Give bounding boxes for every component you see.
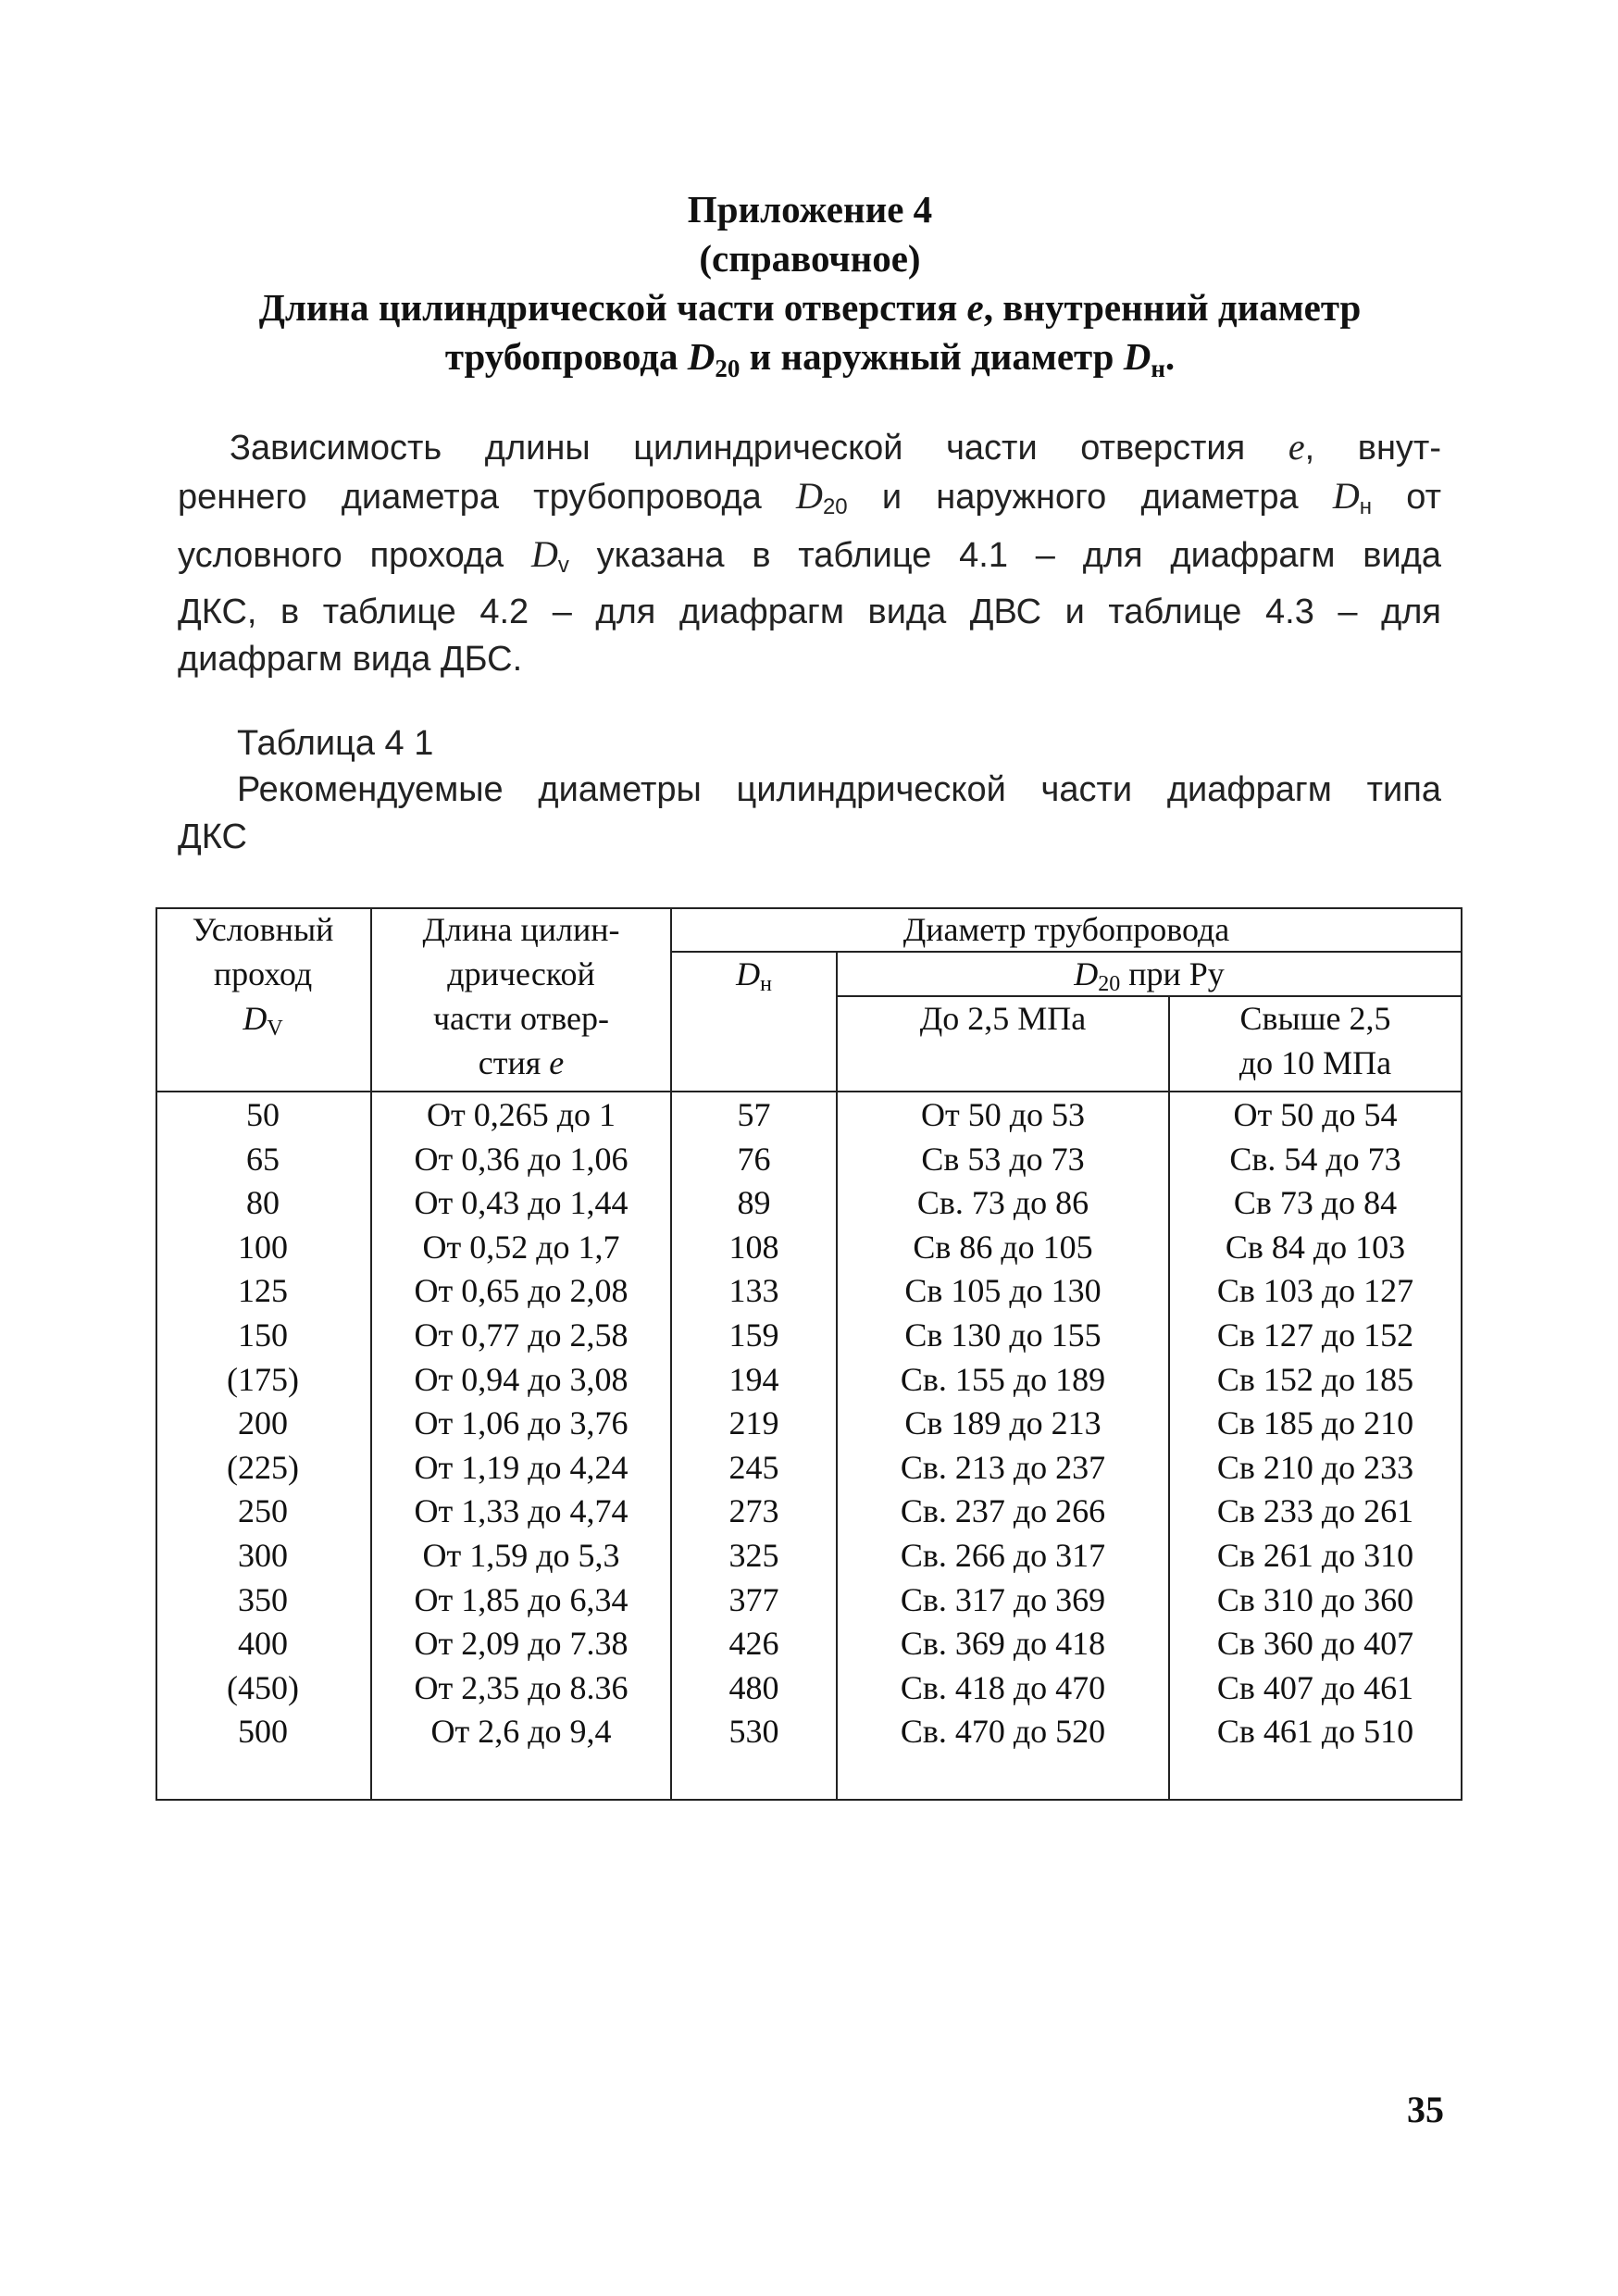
inner-diameter-high-cell: Св 360 до 407 [1216, 1625, 1414, 1662]
nominal-bore-cell: 350 [238, 1581, 288, 1618]
intro-line-4: ДКС, в таблице 4.2 – для диафрагм вида ДВС и таблице 4.3 – для [178, 593, 1441, 631]
page-number: 35 [1407, 2089, 1444, 2130]
inner-diameter-low-cell: Св 86 до 105 [913, 1229, 1093, 1266]
inner-diameter-low-cell: Св. 418 до 470 [900, 1669, 1106, 1706]
outer-diameter-cell: 133 [728, 1272, 779, 1309]
intro-line-1: Зависимость длины цилиндрической части отверстия e, внут- [230, 426, 1441, 468]
header-over-2-5-line-1: Свыше 2,5 [1239, 1000, 1391, 1037]
hole-length-cell: От 0,36 до 1,06 [414, 1141, 629, 1178]
inner-diameter-high-cell: Св 73 до 84 [1233, 1184, 1398, 1221]
hole-length-cell: От 1,33 до 4,74 [414, 1492, 629, 1529]
table-caption-line-1: Рекомендуемые диаметры цилиндрической части диафрагм типа [237, 770, 1441, 809]
nominal-bore-cell: 100 [238, 1229, 288, 1266]
nominal-bore-cell: 200 [238, 1404, 288, 1441]
appendix-title-line-1: Длина цилиндрической части отверстия e, внутренний диаметр [258, 286, 1362, 329]
inner-diameter-low-cell: Св 105 до 130 [904, 1272, 1101, 1309]
nominal-bore-cell: 125 [238, 1272, 288, 1309]
hole-length-cell: От 2,35 до 8.36 [414, 1669, 629, 1706]
inner-diameter-high-cell: Св 185 до 210 [1216, 1404, 1414, 1441]
outer-diameter-cell: 159 [728, 1316, 779, 1354]
nominal-bore-cell: 300 [238, 1537, 288, 1574]
appendix-heading: Приложение 4 [687, 188, 933, 231]
appendix-title-line-2: трубопровода $D_{20}$ и наружный диаметр $D_н$. [444, 335, 1176, 382]
outer-diameter-cell: 273 [728, 1492, 779, 1529]
inner-diameter-low-cell: Св 189 до 213 [904, 1404, 1101, 1441]
header-nominal-bore-line-1: Условный [192, 911, 334, 948]
outer-diameter-cell: 325 [728, 1537, 779, 1574]
nominal-bore-cell: 250 [238, 1492, 288, 1529]
inner-diameter-high-cell: Св 127 до 152 [1216, 1316, 1414, 1354]
nominal-bore-cell: (450) [227, 1669, 299, 1706]
header-length-line-2: дрической [447, 955, 595, 992]
inner-diameter-high-cell: От 50 до 54 [1233, 1096, 1398, 1133]
hole-length-cell: От 0,265 до 1 [426, 1096, 616, 1133]
outer-diameter-cell: 245 [728, 1449, 779, 1486]
nominal-bore-cell: (225) [227, 1449, 299, 1486]
hole-length-cell: От 2,09 до 7.38 [414, 1625, 629, 1662]
outer-diameter-cell: 377 [728, 1581, 779, 1618]
nominal-bore-cell: (175) [227, 1361, 299, 1398]
inner-diameter-high-cell: Св. 54 до 73 [1229, 1141, 1401, 1178]
inner-diameter-low-cell: Св 53 до 73 [921, 1141, 1085, 1178]
outer-diameter-cell: 76 [737, 1141, 771, 1178]
inner-diameter-low-cell: Св. 73 до 86 [916, 1184, 1089, 1221]
inner-diameter-high-cell: Св 103 до 127 [1216, 1272, 1414, 1309]
inner-diameter-high-cell: Св 310 до 360 [1216, 1581, 1414, 1618]
inner-diameter-low-cell: Св. 369 до 418 [900, 1625, 1106, 1662]
nominal-bore-cell: 150 [238, 1316, 288, 1354]
inner-diameter-low-cell: Св. 213 до 237 [900, 1449, 1106, 1486]
table-bottom-border [156, 1799, 1462, 1801]
diameter-table [156, 907, 1462, 1801]
inner-diameter-low-cell: Св. 155 до 189 [900, 1361, 1106, 1398]
outer-diameter-cell: 480 [728, 1669, 779, 1706]
table-number: Таблица 4 1 [237, 724, 434, 763]
inner-diameter-low-cell: Св. 237 до 266 [900, 1492, 1106, 1529]
header-length-line-1: Длина цилин- [422, 911, 620, 948]
outer-diameter-cell: 108 [728, 1229, 779, 1266]
nominal-bore-cell: 400 [238, 1625, 288, 1662]
header-outer-diameter: $D_н$ [736, 955, 772, 996]
hole-length-cell: От 0,94 до 3,08 [414, 1361, 629, 1398]
intro-line-2: реннего диаметра трубопровода $D_{20}$ и наружного диаметра $D_н$ от [178, 475, 1441, 519]
header-nominal-bore-line-2: проход [213, 955, 313, 992]
header-inner-diameter-group: $D_{20}$ при Ру [1074, 955, 1225, 996]
hole-length-cell: От 0,52 до 1,7 [422, 1229, 620, 1266]
appendix-reference-label: (справочное) [699, 237, 921, 280]
outer-diameter-cell: 57 [737, 1096, 771, 1133]
hole-length-cell: От 0,43 до 1,44 [414, 1184, 629, 1221]
hole-length-cell: От 1,19 до 4,24 [414, 1449, 629, 1486]
inner-diameter-low-cell: Св 130 до 155 [904, 1316, 1101, 1354]
table-right-border [1461, 907, 1462, 1801]
hole-length-cell: От 1,06 до 3,76 [414, 1404, 629, 1441]
inner-diameter-high-cell: Св 210 до 233 [1216, 1449, 1414, 1486]
header-nominal-bore-symbol: $D_V$ [243, 1000, 283, 1041]
header-over-2-5-line-2: до 10 МПа [1238, 1044, 1392, 1081]
outer-diameter-cell: 530 [728, 1713, 779, 1750]
outer-diameter-cell: 194 [728, 1361, 779, 1398]
intro-line-5: диафрагм вида ДБС. [178, 640, 523, 679]
intro-paragraph [178, 423, 1441, 683]
table-caption-line-2: ДКС [178, 817, 247, 856]
nominal-bore-cell: 80 [246, 1184, 280, 1221]
inner-diameter-high-cell: Св 461 до 510 [1216, 1713, 1414, 1750]
hole-length-cell: От 0,77 до 2,58 [414, 1316, 629, 1354]
header-length-line-4: стия e [478, 1044, 565, 1081]
inner-diameter-low-cell: Св. 470 до 520 [900, 1713, 1106, 1750]
hole-length-cell: От 1,85 до 6,34 [414, 1581, 629, 1618]
hole-length-cell: От 1,59 до 5,3 [422, 1537, 620, 1574]
inner-diameter-low-cell: Св. 317 до 369 [900, 1581, 1106, 1618]
inner-diameter-high-cell: Св 233 до 261 [1216, 1492, 1414, 1529]
header-length-line-3: части отвер- [432, 1000, 610, 1037]
hole-length-cell: От 0,65 до 2,08 [414, 1272, 629, 1309]
outer-diameter-cell: 89 [737, 1184, 771, 1221]
header-up-to-2-5-mpa: До 2,5 МПа [919, 1000, 1087, 1037]
inner-diameter-high-cell: Св 261 до 310 [1216, 1537, 1414, 1574]
inner-diameter-low-cell: От 50 до 53 [920, 1096, 1086, 1133]
outer-diameter-cell: 219 [728, 1404, 779, 1441]
nominal-bore-cell: 65 [246, 1141, 280, 1178]
inner-diameter-high-cell: Св 152 до 185 [1216, 1361, 1414, 1398]
inner-diameter-high-cell: Св 84 до 103 [1225, 1229, 1406, 1266]
nominal-bore-cell: 50 [246, 1096, 280, 1133]
outer-diameter-cell: 426 [728, 1625, 779, 1662]
inner-diameter-high-cell: Св 407 до 461 [1216, 1669, 1414, 1706]
hole-length-cell: От 2,6 до 9,4 [430, 1713, 612, 1750]
nominal-bore-cell: 500 [238, 1713, 288, 1750]
table-caption [178, 767, 1441, 861]
intro-line-3: условного прохода $D_v$ указана в таблице 4.1 – для диафрагм вида [178, 533, 1442, 578]
header-pipe-diameter-group: Диаметр трубопровода [902, 911, 1230, 948]
inner-diameter-low-cell: Св. 266 до 317 [900, 1537, 1106, 1574]
